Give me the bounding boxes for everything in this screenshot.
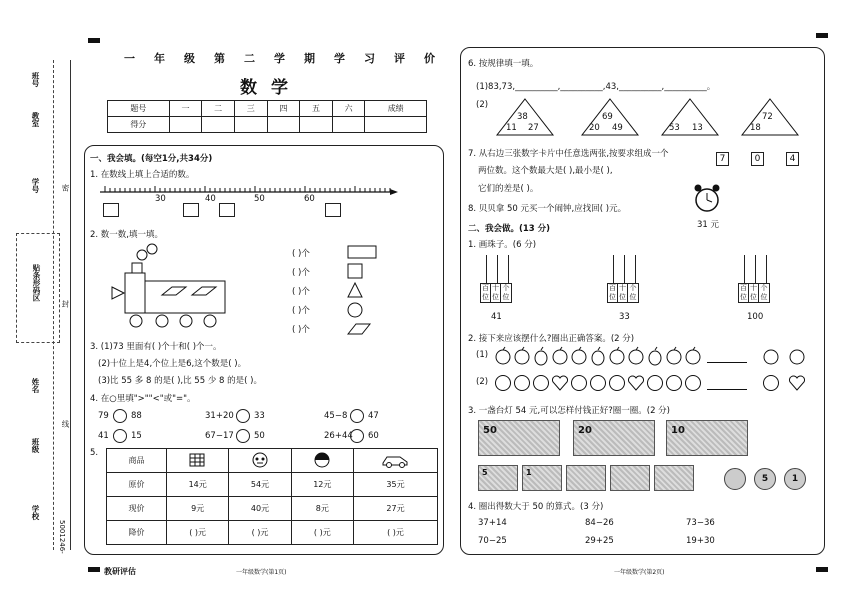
banknote-value: 20 — [578, 425, 592, 436]
triangle-right-number: 49 — [612, 123, 623, 133]
price-table-header: 原价 — [107, 473, 167, 497]
sidebar-label-grade: 班级 — [31, 438, 40, 453]
s2q1-text: 1. 画珠子。(6 分) — [468, 240, 537, 250]
abacus-place-ones: 个位 — [502, 284, 510, 301]
abacus-rod[interactable] — [508, 255, 509, 283]
s2q4-expression[interactable]: 84−26 — [585, 518, 614, 528]
q2-count-rectangle[interactable]: ( )个 — [292, 249, 310, 259]
banknote-50[interactable] — [478, 420, 560, 456]
q7-line1: 7. 从右边三张数字卡片中任意选两张,按要求组成一个 — [468, 149, 669, 159]
rectangle-icon — [348, 246, 376, 258]
q4-item-right: 33 — [254, 411, 265, 421]
abacus-base — [480, 283, 512, 303]
toy-car-icon — [380, 451, 410, 469]
number-line-answer-box[interactable] — [325, 203, 341, 217]
banknote-value: 5 — [482, 468, 488, 477]
q4-compare-circle[interactable] — [350, 429, 364, 443]
score-header-cell: 题号 — [108, 101, 170, 117]
q4-compare-circle[interactable] — [113, 429, 127, 443]
clock-price: 31 元 — [697, 220, 720, 230]
banknote-1[interactable] — [566, 465, 606, 491]
triangle-left-number: 11 — [506, 123, 517, 133]
banknote-1[interactable] — [654, 465, 694, 491]
digit-card-4: 4 — [786, 152, 799, 166]
apple-icon — [553, 347, 567, 364]
rubiks-cube-icon — [187, 451, 209, 469]
q6-text: 6. 按规律填一填。 — [468, 59, 539, 69]
s2q4-expression[interactable]: 70−25 — [478, 536, 507, 546]
score-table — [107, 100, 427, 133]
registration-mark — [816, 567, 828, 572]
score-row-label: 得分 — [108, 117, 170, 133]
coin-5[interactable]: 5 — [754, 468, 776, 490]
abacus-place-hundreds: 百位 — [482, 284, 489, 301]
q2-shape-icons — [346, 244, 380, 340]
smiley-face-icon — [534, 376, 549, 391]
registration-mark — [88, 38, 100, 43]
discount-answer-cell[interactable]: ( )元 — [229, 521, 291, 545]
q4-item-left: 79 — [98, 411, 109, 421]
footer-brand: 教研评估 — [104, 567, 136, 576]
original-price-cell: 35元 — [353, 473, 437, 497]
number-line-label-60: 60 — [304, 194, 315, 204]
s2q4-text: 4. 圈出得数大于 50 的算式。(3 分) — [468, 502, 604, 512]
price-table — [106, 448, 438, 545]
s2q2-part2-label: (2) — [476, 377, 489, 387]
q5-text: 5. — [90, 448, 99, 458]
q2-count-triangle[interactable]: ( )个 — [292, 287, 310, 297]
footer-page2: 一年级数学(第2页) — [614, 569, 665, 576]
abacus-rod[interactable] — [497, 255, 498, 283]
number-line-label-30: 30 — [155, 194, 166, 204]
heart-icon — [628, 376, 643, 390]
banknote-1[interactable] — [522, 465, 562, 491]
banknote-20[interactable] — [573, 420, 655, 456]
number-line — [100, 180, 400, 220]
triangle-right-number: 13 — [692, 123, 703, 133]
abacus-rod[interactable] — [755, 255, 756, 283]
circle-icon — [348, 303, 362, 317]
score-header-cell: 六 — [332, 101, 365, 117]
number-line-answer-box[interactable] — [183, 203, 199, 217]
score-entry-cell[interactable] — [332, 117, 365, 133]
banknote-5[interactable] — [478, 465, 518, 491]
barcode-area-label: 贴条形码区 — [32, 264, 41, 302]
discount-answer-cell[interactable]: ( )元 — [353, 521, 437, 545]
face-heart-pattern-row — [493, 373, 813, 393]
q2-count-square[interactable]: ( )个 — [292, 268, 310, 278]
number-line-answer-box[interactable] — [103, 203, 119, 217]
q6-sequence[interactable]: (1)83,73,__________,__________,43,__________,__________。 — [476, 82, 716, 92]
q4-item-right: 60 — [368, 431, 379, 441]
smiley-face-icon — [496, 376, 511, 391]
apple-choice-icon — [764, 350, 778, 364]
s2q4-expression[interactable]: 37+14 — [478, 518, 507, 528]
score-header-cell: 三 — [234, 101, 267, 117]
score-entry-cell[interactable] — [300, 117, 333, 133]
cut-mark-line: 线 — [61, 420, 70, 428]
sidebar-label-name: 姓名 — [31, 378, 40, 393]
product-cell-ball — [291, 449, 353, 473]
score-header-cell: 成绩 — [365, 101, 427, 117]
registration-mark — [816, 33, 828, 38]
q4-item-left: 45−8 — [324, 411, 348, 421]
sidebar-label-classroom: 教室 — [31, 112, 40, 127]
q4-compare-circle[interactable] — [350, 409, 364, 423]
apple-icon — [572, 347, 586, 364]
q7-line3[interactable]: 它们的差是( )。 — [478, 184, 539, 194]
robot-toy-icon — [249, 451, 271, 469]
product-cell-robot-toy — [229, 449, 291, 473]
s2q4-expression[interactable]: 29+25 — [585, 536, 614, 546]
s2q2-text: 2. 接下来应该摆什么?圈出正确答案。(2 分) — [468, 334, 635, 344]
discount-answer-cell[interactable]: ( )元 — [167, 521, 229, 545]
abacus-value: 100 — [747, 312, 764, 322]
banknote-value: 10 — [671, 425, 685, 436]
alarm-clock-icon — [693, 183, 721, 215]
banknote-1[interactable] — [610, 465, 650, 491]
q6-part2-label: (2) — [476, 100, 489, 110]
apple-icon — [686, 347, 700, 364]
q2-count-circle[interactable]: ( )个 — [292, 306, 310, 316]
smiley-face-icon — [648, 376, 663, 391]
score-entry-cell[interactable] — [202, 117, 235, 133]
q4-item-right: 50 — [254, 431, 265, 441]
q3-part1: 3. (1)73 里面有( )个十和( )个一。 — [90, 342, 222, 352]
triangle-top-number: 69 — [602, 112, 613, 122]
abacus-base — [607, 283, 639, 303]
score-entry-cell[interactable] — [365, 117, 427, 133]
q4-item-left: 31+20 — [205, 411, 234, 421]
score-entry-cell[interactable] — [267, 117, 300, 133]
q4-text: 4. 在○里填">""<"或"="。 — [90, 394, 196, 404]
number-line-label-50: 50 — [254, 194, 265, 204]
abacus-rod[interactable] — [486, 255, 487, 283]
abacus-value: 33 — [619, 312, 630, 322]
smiley-face-icon — [591, 376, 606, 391]
number-line-answer-box[interactable] — [219, 203, 235, 217]
q4-item-right: 15 — [131, 431, 142, 441]
score-header-cell: 一 — [169, 101, 202, 117]
apple-icon — [667, 347, 681, 364]
score-entry-cell[interactable] — [234, 117, 267, 133]
current-price-cell: 40元 — [229, 497, 291, 521]
abacus-rod[interactable] — [635, 255, 636, 283]
abacus-place-tens: 十位 — [750, 284, 757, 301]
cut-mark-envelope: 封 — [61, 300, 70, 308]
abacus-place-hundreds: 百位 — [609, 284, 616, 301]
q2-count-parallelogram[interactable]: ( )个 — [292, 325, 310, 335]
subject-title: 数学 — [240, 78, 302, 98]
triangle-top-number: 72 — [762, 112, 773, 122]
score-header-cell: 二 — [202, 101, 235, 117]
square-icon — [348, 264, 362, 278]
q4-compare-circle[interactable] — [236, 409, 250, 423]
q7-line2[interactable]: 两位数。这个数最大是( ),最小是( ), — [478, 166, 613, 176]
q4-compare-circle[interactable] — [236, 429, 250, 443]
digit-card-7: 7 — [716, 152, 729, 166]
section1-title: 一、我会填。(每空1分,共34分) — [90, 154, 213, 164]
score-header-cell: 四 — [267, 101, 300, 117]
abacus-value: 41 — [491, 312, 502, 322]
discount-answer-cell[interactable]: ( )元 — [291, 521, 353, 545]
price-table-header: 降价 — [107, 521, 167, 545]
triangle-left-number: 20 — [589, 123, 600, 133]
abacus-base — [738, 283, 770, 303]
banknote-10[interactable] — [666, 420, 748, 456]
section2-title: 二、我会做。(13 分) — [468, 224, 551, 234]
q4-item-left: 67−17 — [205, 431, 234, 441]
q4-item-right: 47 — [368, 411, 379, 421]
smiley-face-choice-icon — [764, 376, 779, 391]
s2q4-expression[interactable]: 73−36 — [686, 518, 715, 528]
sidebar-label-class-number: 班号 — [31, 72, 40, 87]
original-price-cell: 14元 — [167, 473, 229, 497]
s2q2-part1-label: (1) — [476, 350, 489, 360]
current-price-cell: 8元 — [291, 497, 353, 521]
q4-compare-circle[interactable] — [113, 409, 127, 423]
pear-icon — [649, 347, 661, 365]
product-cell-rubiks-cube — [167, 449, 229, 473]
triangle-top-number: 38 — [517, 112, 528, 122]
abacus-place-hundreds: 百位 — [740, 284, 747, 301]
smiley-face-icon — [667, 376, 682, 391]
pattern-answer-blank[interactable] — [707, 362, 747, 363]
original-price-cell: 54元 — [229, 473, 291, 497]
footer-page1: 一年级数学(第1页) — [236, 569, 287, 576]
heart-choice-icon — [789, 376, 804, 390]
triangle-icon — [348, 283, 362, 297]
smiley-face-icon — [610, 376, 625, 391]
apple-icon — [610, 347, 624, 364]
score-entry-cell[interactable] — [169, 117, 202, 133]
train-picture — [110, 243, 240, 333]
barcode-area — [16, 233, 60, 343]
exam-title: 一年级第二学期学习评价 — [124, 52, 454, 65]
banknote-value: 1 — [526, 468, 532, 477]
smiley-face-icon — [686, 376, 701, 391]
abacus-rod[interactable] — [766, 255, 767, 283]
abacus-place-tens: 十位 — [619, 284, 626, 301]
digit-card-0: 0 — [751, 152, 764, 166]
sidebar-label-school: 学校 — [31, 505, 40, 520]
q2-text: 2. 数一数,填一填。 — [90, 230, 164, 240]
product-cell-toy-car — [353, 449, 437, 473]
smiley-face-icon — [515, 376, 530, 391]
coin-1[interactable]: 1 — [784, 468, 806, 490]
pear-icon — [535, 347, 547, 365]
q4-item-left: 41 — [98, 431, 109, 441]
s2q4-expression[interactable]: 19+30 — [686, 536, 715, 546]
triangle-left-number: 53 — [669, 123, 680, 133]
abacus-rod[interactable] — [613, 255, 614, 283]
coin-1[interactable] — [724, 468, 746, 490]
pear-icon — [592, 347, 604, 365]
price-table-header: 现价 — [107, 497, 167, 521]
apple-icon — [496, 347, 510, 364]
pear-choice-icon — [790, 350, 804, 364]
abacus-place-ones: 个位 — [629, 284, 637, 301]
heart-icon — [552, 376, 567, 390]
registration-mark — [88, 567, 100, 572]
parallelogram-icon — [348, 324, 370, 334]
abacus-place-tens: 十位 — [492, 284, 499, 301]
current-price-cell: 27元 — [353, 497, 437, 521]
sheet-code: 5001246- — [58, 520, 66, 554]
pattern-answer-blank[interactable] — [707, 389, 747, 390]
abacus-rod[interactable] — [744, 255, 745, 283]
abacus-rod[interactable] — [624, 255, 625, 283]
apple-pattern-row — [493, 346, 813, 366]
smiley-face-icon — [572, 376, 587, 391]
s2q3-text: 3. 一盏台灯 54 元,可以怎样付钱正好?圈一圈。(2 分) — [468, 406, 670, 416]
abacus-place-ones: 个位 — [760, 284, 768, 301]
q4-item-right: 88 — [131, 411, 142, 421]
ball-icon — [311, 451, 333, 469]
number-line-label-40: 40 — [205, 194, 216, 204]
q8-text[interactable]: 8. 贝贝拿 50 元买一个闹钟,应找回( )元。 — [468, 204, 627, 214]
apple-icon — [629, 347, 643, 364]
score-header-cell: 五 — [300, 101, 333, 117]
price-table-header: 商品 — [107, 449, 167, 473]
q3-part3: (3)比 55 多 8 的是( ),比 55 少 8 的是( )。 — [98, 376, 262, 386]
banknote-value: 50 — [483, 425, 497, 436]
q4-item-left: 26+44 — [324, 431, 353, 441]
triangle-left-number: 18 — [750, 123, 761, 133]
current-price-cell: 9元 — [167, 497, 229, 521]
original-price-cell: 12元 — [291, 473, 353, 497]
q3-part2: (2)十位上是4,个位上是6,这个数是( )。 — [98, 359, 247, 369]
cut-mark-seal: 密 — [61, 184, 70, 192]
sidebar-label-student-id: 学号 — [31, 178, 40, 193]
apple-icon — [515, 347, 529, 364]
q1-text: 1. 在数线上填上合适的数。 — [90, 170, 195, 180]
triangle-right-number: 27 — [528, 123, 539, 133]
